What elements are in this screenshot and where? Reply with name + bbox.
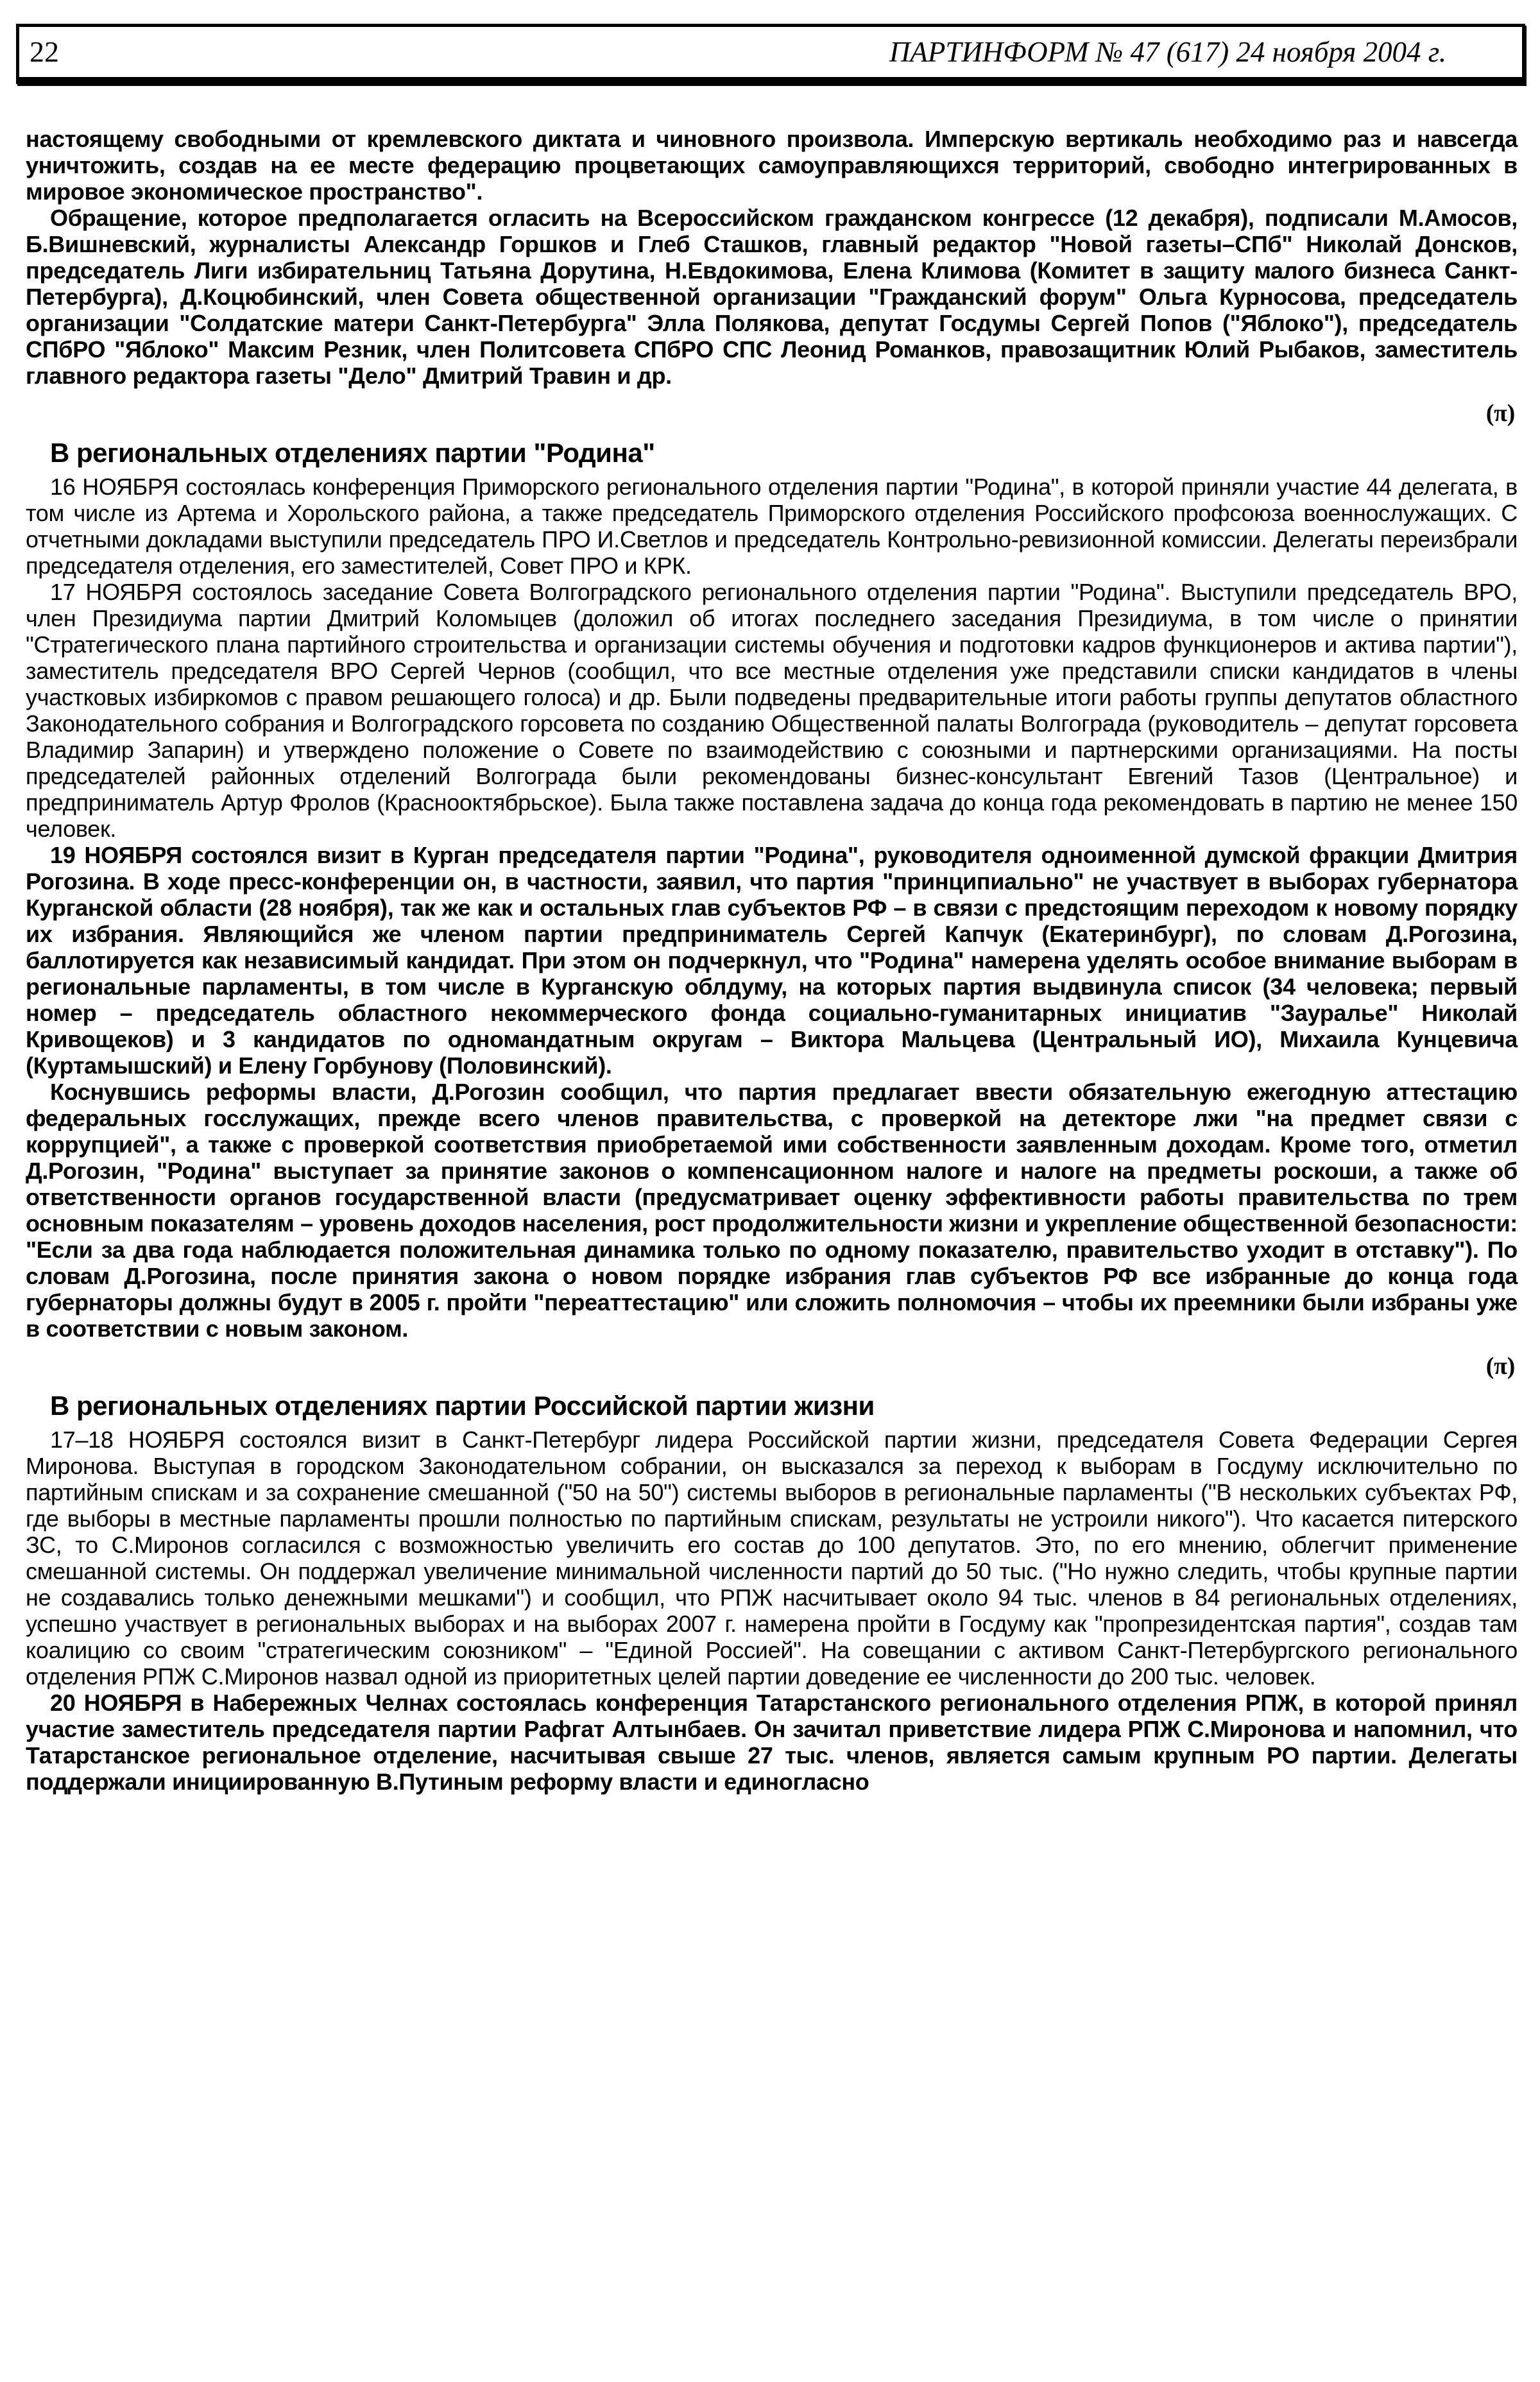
section-heading: В региональных отделениях партии "Родина": [50, 438, 655, 468]
paragraph: 17 НОЯБРЯ состоялось заседание Совета Волгоградского регионального отделения партии "Родина". Выступили председатель ВРО, член Президиума партии Дмитрий Коломыцев (доложил об итогах последнего заседания Президиума, в том числе о принятии "Стратегического плана партийного строительства и организации системы обучения и подготовки кадров функционеров и актива партии"), заместитель председателя ВРО Сергей Чернов (сообщил, что все местные отделения уже представили списки кандидатов в члены участковых избиркомов с правом решающего голоса) и др. Были подведены предварительные итоги работы группы депутатов областного Законодательного собрания и Волгоградского горсовета по созданию Общественной палаты Волгограда (руководитель – депутат горсовета Владимир Запарин) и утверждено положение о Совете по взаимодействию с союзными и партнерскими организациями. На посты председателей районных отделений Волгограда были рекомендованы бизнес-консультант Евгений Тазов (Центральное) и предприниматель Артур Фролов (Краснооктябрьское). Была также поставлена задача до конца года рекомендовать в партию не менее 150 человек.: [26, 579, 1518, 842]
page-number: 22: [30, 35, 59, 68]
paragraph: Обращение, которое предполагается огласить на Всероссийском гражданском конгрессе (12 декабря), подписали М.Амосов, Б.Вишневский, журналисты Александр Горшков и Глеб Сташков, главный редактор "Новой газеты–СПб" Николай Донсков, председатель Лиги избирательниц Татьяна Дорутина, Н.Евдокимова, Елена Климова (Комитет в защиту малого бизнеса Санкт-Петербурга), Д.Коцюбинский, член Совета общественной организации "Гражданский форум" Ольга Курносова, председатель организации "Солдатские матери Санкт-Петербурга" Элла Полякова, депутат Госдумы Сергей Попов ("Яблоко"), председатель СПбРО "Яблоко" Максим Резник, член Политсовета СПбРО СПС Леонид Романков, правозащитник Юлий Рыбаков, заместитель главного редактора газеты "Дело" Дмитрий Травин и др.: [26, 205, 1518, 389]
paragraph: Коснувшись реформы власти, Д.Рогозин сообщил, что партия предлагает ввести обязательную ежегодную аттестацию федеральных госслужащих, прежде всего членов правительства, с проверкой на детекторе лжи "на предмет связи с коррупцией", а также с проверкой соответствия приобретаемой ими собственности заявленным доходам. Кроме того, отметил Д.Рогозин, "Родина" выступает за принятие законов о компенсационном налоге и налоге на предметы роскоши, а также об ответственности органов государственной власти (предусматривает оценку эффективности работы правительства по трем основным показателям – уровень доходов населения, рост продолжительности жизни и укрепление общественной безопасности: "Если за два года наблюдается положительная динамика только по одному показателю, правительство уходит в отставку"). По словам Д.Рогозина, после принятия закона о новом порядке избрания глав субъектов РФ все избранные до конца года губернаторы должны будут в 2005 г. пройти "переаттестацию" или сложить полномочия – чтобы их преемники были избраны уже в соответствии с новым законом.: [26, 1079, 1518, 1342]
item-end-marker: (π): [1485, 1353, 1515, 1380]
paragraph: 17–18 НОЯБРЯ состоялся визит в Санкт-Петербург лидера Российской партии жизни, председателя Совета Федерации Сергея Миронова. Выступая в городском Законодательном собрании, он высказался за переход к выборам в Госдуму исключительно по партийным спискам и за сохранение смешанной ("50 на 50") системы выборов в региональные парламенты ("В нескольких субъектах РФ, где выборы в местные парламенты прошли полностью по партийным спискам, результаты не устроили никого"). Что касается питерского ЗС, то С.Миронов согласился с возможностью увеличить его состав до 100 депутатов. Это, по его мнению, облегчит применение смешанной системы. Он поддержал увеличение минимальной численности партий до 50 тыс. ("Но нужно следить, чтобы крупные партии не создавались только денежными мешками") и сообщил, что РПЖ насчитывает около 94 тыс. членов в 84 региональных отделениях, успешно участвует в региональных выборах и на выборах 2007 г. намерена пройти в Госдуму как "пропрезидентская партия", создав там коалицию со своим "стратегическим союзником" – "Единой Россией". На совещании с активом Санкт-Петербургского регионального отделения РПЖ С.Миронов назвал одной из приоритетных целей партии доведение ее численности до 200 тыс. человек.: [26, 1427, 1518, 1690]
paragraph: 16 НОЯБРЯ состоялась конференция Приморского регионального отделения партии "Родина", в которой приняли участие 44 делегата, в том числе из Артема и Хорольского района, а также председатель Приморского отделения Российского профсоюза военнослужащих. С отчетными докладами выступили председатель ПРО И.Светлов и председатель Контрольно-ревизионной комиссии. Делегаты переизбрали председателя отделения, его заместителей, Совет ПРО и КРК.: [26, 474, 1518, 579]
article-body: [26, 126, 1518, 1795]
page-header: [16, 24, 1525, 84]
paragraph: 20 НОЯБРЯ в Набережных Челнах состоялась конференция Татарстанского регионального отделения РПЖ, в которой принял участие заместитель председателя партии Рафгат Алтынбаев. Он зачитал приветствие лидера РПЖ С.Миронова и напомнил, что Татарстанское региональное отделение, насчитывая свыше 27 тыс. членов, является самым крупным РО партии. Делегаты поддержали инициированную В.Путиным реформу власти и единогласно: [26, 1690, 1518, 1795]
paragraph: 19 НОЯБРЯ состоялся визит в Курган председателя партии "Родина", руководителя одноименной думской фракции Дмитрия Рогозина. В ходе пресс-конференции он, в частности, заявил, что партия "принципиально" не участвует в выборах губернатора Курганской области (28 ноября), так же как и остальных глав субъектов РФ – в связи с предстоящим переходом к новому порядку их избрания. Являющийся же членом партии предприниматель Сергей Капчук (Екатеринбург), по словам Д.Рогозина, баллотируется как независимый кандидат. При этом он подчеркнул, что "Родина" намерена уделять особое внимание выборам в региональные парламенты, в том числе в Курганскую облдуму, на которых партия выдвинула список (34 человека; первый номер – председатель областного некоммерческого фонда социально-гуманитарных инициатив "Зауралье" Николай Кривощеков) и 3 кандидатов по одномандатным округам – Виктора Мальцева (Центральный ИО), Михаила Кунцевича (Куртамышский) и Елену Горбунову (Половинский).: [26, 842, 1518, 1079]
paragraph: настоящему свободными от кремлевского диктата и чиновного произвола. Имперскую вертикаль необходимо раз и навсегда уничтожить, создав на ее месте федерацию процветающих самоуправляющихся территорий, свободно интегрированных в мировое экономическое пространство".: [26, 126, 1518, 205]
journal-title: ПАРТИНФОРМ № 47 (617) 24 ноября 2004 г.: [889, 35, 1446, 68]
section-heading: В региональных отделениях партии Российской партии жизни: [50, 1391, 875, 1421]
item-end-marker: (π): [1485, 400, 1515, 427]
